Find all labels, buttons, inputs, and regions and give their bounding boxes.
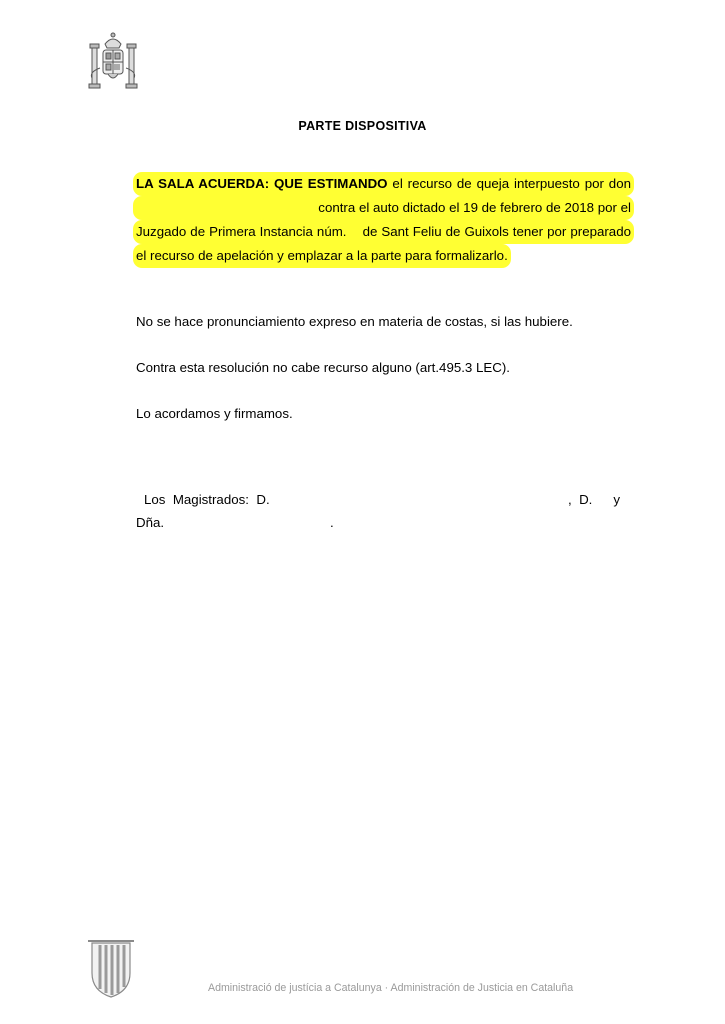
ruling-line-3-text: Juzgado de Primera Instancia núm. de Sant Feliu de Guixols tener por preparado [133, 220, 634, 244]
ruling-line-1-text: el recurso de queja interpuesto por don [387, 176, 631, 191]
ruling-line-1 [136, 172, 634, 196]
ruling-paragraph [136, 172, 634, 268]
closing-paragraph: Lo acordamos y firmamos. [136, 406, 293, 421]
ruling-line-4 [136, 244, 634, 268]
appeal-paragraph: Contra esta resolución no cabe recurso alguno (art.495.3 LEC). [136, 360, 511, 375]
coat-of-arms-spain-icon [86, 32, 140, 92]
third-magistrate-label: Dña. [136, 515, 165, 530]
ruling-line-2-text: contra el auto dictado el 19 de febrero de 2018 por el [133, 196, 634, 220]
ruling-line-4-text: el recurso de apelación y emplazar a la parte para formalizarlo. [133, 244, 511, 268]
magistrates-label: Los Magistrados: D. [144, 492, 270, 507]
signatures-end-period: . [330, 515, 334, 530]
ruling-lead: LA SALA ACUERDA: QUE ESTIMANDO [136, 176, 388, 191]
page-title: PARTE DISPOSITIVA [298, 119, 427, 133]
signatures-line-1 [136, 492, 634, 510]
second-magistrate-label: , D. [568, 492, 593, 507]
costs-paragraph: No se hace pronunciamiento expreso en materia de costas, si las hubiere. [136, 314, 573, 329]
footer-text: Administració de justícia a Catalunya · Administración de Justicia en Cataluña [208, 982, 574, 994]
signatures-line-2 [136, 515, 634, 533]
signatures-conjunction: y [613, 492, 620, 507]
catalonia-coat-of-arms-icon [86, 939, 136, 999]
ruling-line-2 [136, 196, 634, 220]
ruling-line-3 [136, 220, 634, 244]
